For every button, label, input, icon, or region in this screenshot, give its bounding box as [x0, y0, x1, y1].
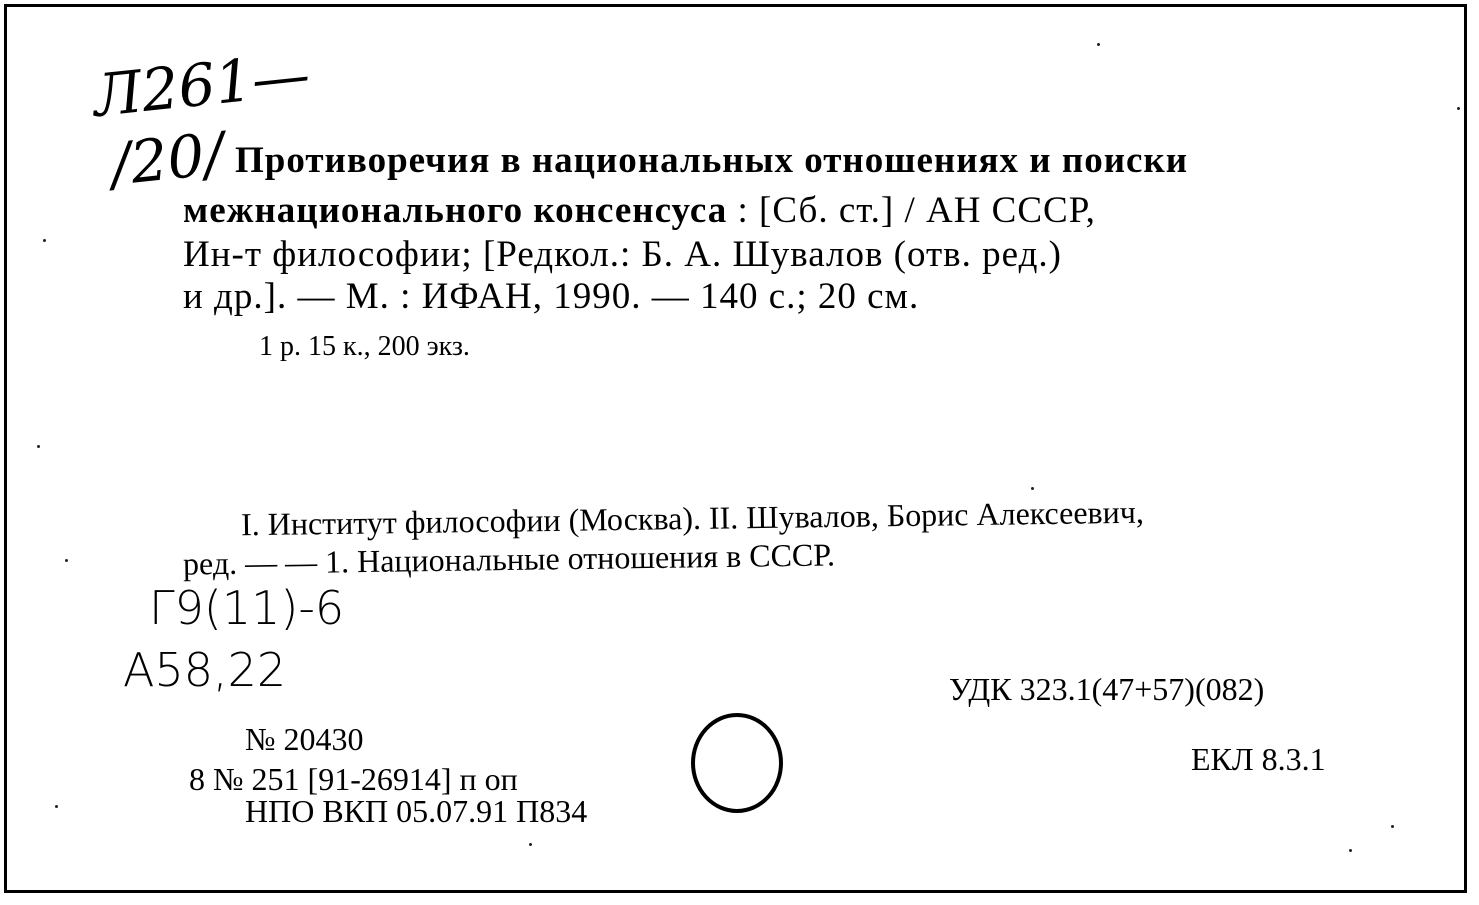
speck	[1097, 43, 1100, 46]
catalog-card	[4, 4, 1467, 893]
record-title-statement: : [Сб. ст.] / АН СССР,	[727, 190, 1096, 231]
speck	[37, 445, 40, 448]
punch-hole-circle	[689, 711, 785, 815]
speck	[529, 843, 532, 846]
record-title-line-2	[183, 189, 1096, 232]
record-responsibility-line: Ин-т философии; [Редкол.: Б. А. Шувалов (отв. ред.)	[183, 234, 1062, 275]
record-publication-line: и др.]. — М. : ИФАН, 1990. — 140 с.; 20 см.	[183, 276, 920, 317]
speck	[43, 239, 46, 242]
handwritten-class-code-2: А58,22	[123, 643, 287, 697]
record-price: 1 р. 15 к., 200 экз.	[259, 331, 470, 362]
imprint-number: № 20430	[245, 721, 364, 757]
record-title-continuation: межнационального консенсуса	[183, 190, 728, 231]
speck	[1031, 487, 1034, 490]
ekl-code: ЕКЛ 8.3.1	[1191, 741, 1326, 777]
tracings-line-1: I. Институт философии (Москва). II. Шувалов, Борис Алексеевич,	[240, 493, 1145, 543]
handwritten-call-number-1: Л261—	[90, 39, 314, 131]
handwritten-call-number-2: /20/	[107, 119, 228, 199]
udk-code: УДК 323.1(47+57)(082)	[949, 671, 1265, 707]
imprint-publisher: НПО ВКП 05.07.91 П834	[245, 793, 588, 829]
speck	[1349, 849, 1352, 852]
imprint-order: 8 № 251 [91-26914] п оп	[189, 761, 518, 797]
speck	[1457, 107, 1460, 110]
record-title-line-1: Противоречия в национальных отношениях и поиски	[235, 140, 1189, 181]
speck	[1391, 825, 1394, 828]
handwritten-class-code-1: Г9(11)-6	[149, 581, 345, 635]
speck	[65, 559, 68, 562]
speck	[55, 805, 58, 808]
tracings-line-2: ред. — — 1. Национальные отношения в СССР.	[182, 536, 836, 582]
